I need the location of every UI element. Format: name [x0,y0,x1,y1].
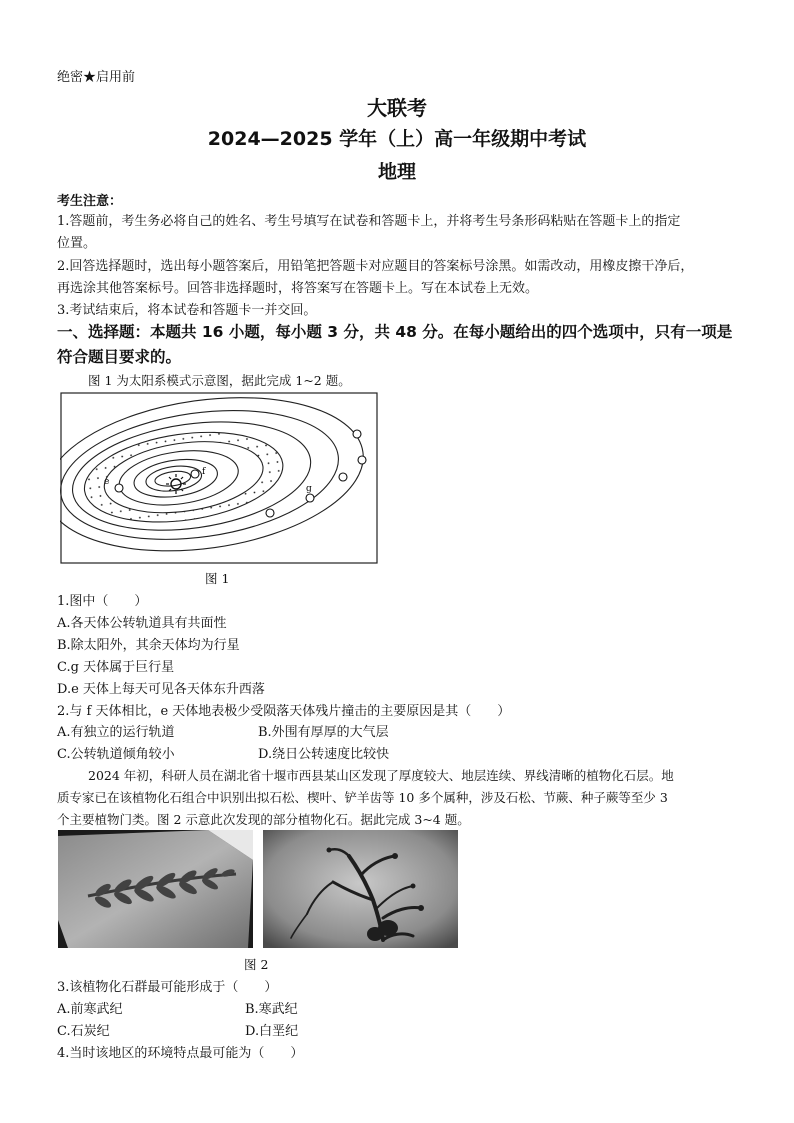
planet-f [191,470,199,478]
notice-line-2: 位置。 [57,236,97,251]
planet-e [115,484,123,492]
question-3-option-b: B.寒武纪 [245,1002,298,1017]
label-e: e [104,477,110,487]
question-1-option-d: D.e 天体上每天可见各天体东升西落 [57,682,265,697]
planet-outer-3 [358,456,366,464]
section-heading-line-1: 一、选择题：本题共 16 小题，每小题 3 分，共 48 分。在每小题给出的四个选项中，只有一项是 [57,323,733,341]
subject-title: 地理 [377,161,416,183]
question-1-option-a: A.各天体公转轨道具有共面性 [57,616,227,631]
solar-system-diagram [60,392,378,564]
passage-2-line-3: 个主要植物门类。图 2 示意此次发现的部分植物化石。据此完成 3~4 题。 [57,812,470,827]
question-4-stem: 4.当时该地区的环境特点最可能为（ ） [57,1046,304,1061]
label-f: f [202,467,206,477]
figure-1-intro: 图 1 为太阳系模式示意图，据此完成 1~2 题。 [88,373,351,388]
notice-line-4: 再选涂其他答案标号。回答非选择题时，将答案写在答题卡上。写在本试卷上无效。 [57,281,539,296]
planet-outer-4 [353,430,361,438]
section-heading-line-2: 符合题目要求的。 [57,348,182,366]
exam-brand-title: 大联考 [367,96,427,120]
passage-2-line-1: 2024 年初，科研人员在湖北省十堰市西县某山区发现了厚度较大、地层连续、界线清晰的植物化石层。地 [88,768,674,783]
figure-2-caption: 图 2 [244,957,269,972]
confidential-mark: 绝密★启用前 [57,70,136,85]
exam-title: 2024—2025 学年（上）高一年级期中考试 [207,128,587,150]
notice-line-1: 1.答题前，考生务必将自己的姓名、考生号填写在试卷和答题卡上，并将考生号条形码粘贴在答题卡上的指定 [57,214,681,229]
notice-heading: 考生注意： [57,194,123,209]
notice-line-5: 3.考试结束后，将本试卷和答题卡一并交回。 [57,303,317,318]
fern-fossil-photo [58,830,253,948]
question-1-option-c: C.g 天体属于巨行星 [57,660,175,675]
question-2-stem: 2.与 f 天体相比，e 天体地表极少受陨落天体残片撞击的主要原因是其（ ） [57,704,511,719]
question-3-option-a: A.前寒武纪 [57,1002,123,1017]
question-1-option-b: B.除太阳外，其余天体均为行星 [57,638,240,653]
question-2-option-c: C.公转轨道倾角较小 [57,747,175,762]
figure-1-caption: 图 1 [205,571,230,586]
label-g: g [306,484,312,494]
question-2-option-a: A.有独立的运行轨道 [57,725,175,740]
planet-g [306,494,314,502]
notice-line-3: 2.回答选择题时，选出每小题答案后，用铅笔把答题卡对应题目的答案标号涂黑。如需改动，用橡皮擦干净后， [57,259,694,274]
question-2-option-b: B.外围有厚厚的大气层 [258,725,389,740]
passage-2-line-2: 质专家已在该植物化石组合中识别出拟石松、楔叶、铲羊齿等 10 多个属种，涉及石松、节蕨、种子蕨等至少 3 [57,790,668,805]
branch-fossil-photo [263,830,458,948]
question-3-option-c: C.石炭纪 [57,1024,110,1039]
question-3-option-d: D.白垩纪 [245,1024,299,1039]
question-2-option-d: D.绕日公转速度比较快 [258,747,390,762]
question-3-stem: 3.该植物化石群最可能形成于（ ） [57,980,278,995]
planet-outer-1 [266,509,274,517]
planet-outer-2 [339,473,347,481]
question-1-stem: 1.图中（ ） [57,594,148,609]
